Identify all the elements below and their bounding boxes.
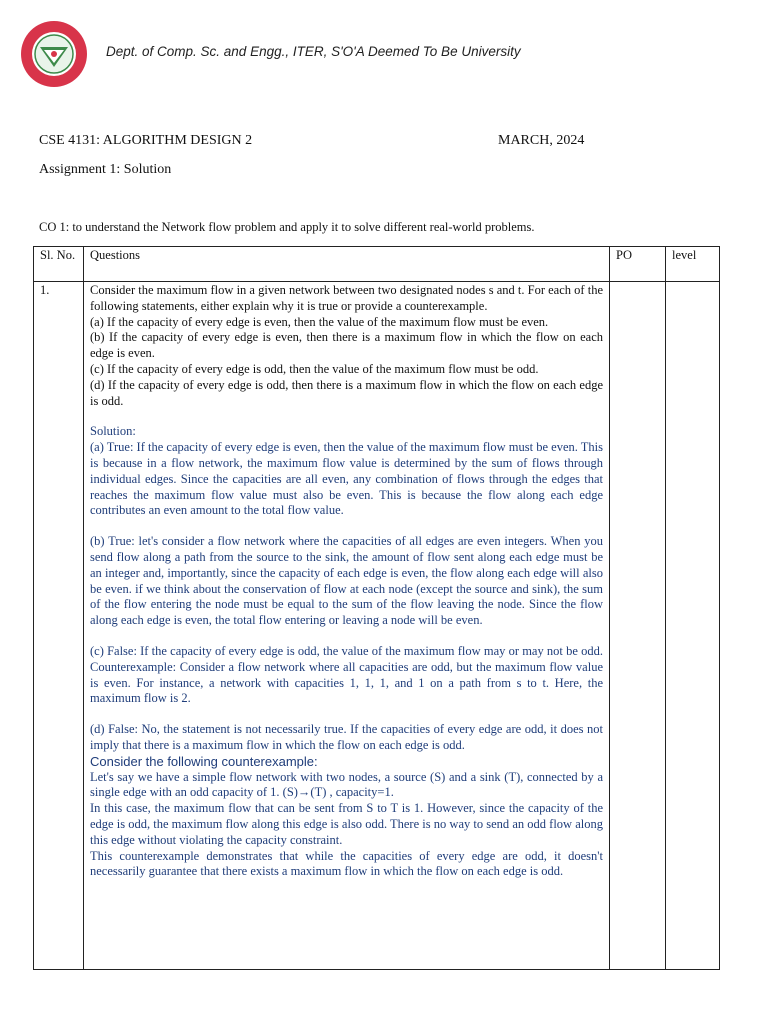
table-row <box>34 282 720 970</box>
row-sl-no: 1. <box>34 282 84 970</box>
solution-part-c: (c) False: If the capacity of every edge is odd, the value of the maximum flow may or may not be odd. Counterexample: Consider a flow network where all capacities are odd, but the maximum flow value is even. For instance, a network with capacities 1, 1, 1, and 1 on a path from s to t. Here, the maximum flow is 2. <box>90 643 603 706</box>
assignment-title: Assignment 1: Solution <box>39 162 172 177</box>
course-date: MARCH, 2024 <box>498 133 585 148</box>
course-outcome-statement: CO 1: to understand the Network flow problem and apply it to solve different real-world problems. <box>39 220 535 234</box>
row-level <box>666 282 720 970</box>
solution-part-b: (b) True: let's consider a flow network where the capacities of all edges are even integers. When you send flow along a path from the source to the sink, the amount of flow sent along each edge must be an integer and, importantly, since the capacity of each edge is even, the flow along each edge will also be even. if we think about the conservation of flow at each node (except the source and sink), the sum of the flow entering the node must be equal to the sum of the flow leaving the node. Since the flow along each edge is even, the total flow entering or leaving a node will be even. <box>90 534 603 628</box>
question-part-c: (c) If the capacity of every edge is odd, then the value of the maximum flow must be odd. <box>90 361 539 376</box>
question-cell <box>84 282 610 970</box>
department-header: Dept. of Comp. Sc. and Engg., ITER, S'O'A Deemed To Be University <box>106 44 521 59</box>
question-intro: Consider the maximum flow in a given network between two designated nodes s and t. For each of the following statements, either explain why it is true or provide a counterexample. <box>90 283 603 313</box>
course-title: CSE 4131: ALGORITHM DESIGN 2 <box>39 133 253 148</box>
solution-part-d-conclusion: This counterexample demonstrates that while the capacities of every edge are odd, it doesn't necessarily guarantee that there exists a maximum flow in which the flow on each edge is odd. <box>90 848 603 879</box>
solution-block <box>90 409 603 880</box>
questions-table <box>33 246 720 970</box>
header-po: PO <box>610 247 666 282</box>
question-part-d: (d) If the capacity of every edge is odd, then there is a maximum flow in which the flow on each edge is odd. <box>90 377 603 408</box>
header-questions: Questions <box>84 247 610 282</box>
solution-part-d-lead: Consider the following counterexample: <box>90 753 318 769</box>
university-logo <box>20 20 88 88</box>
row-po <box>610 282 666 970</box>
solution-part-d-example: Let's say we have a simple flow network with two nodes, a source (S) and a sink (T), connected by a single edge with an odd capacity of 1. (S)→(T) , capacity=1. <box>90 769 603 800</box>
table-header-row <box>34 247 720 282</box>
solution-part-d: (d) False: No, the statement is not necessarily true. If the capacities of every edge are odd, it does not imply that there is a maximum flow in which the flow on each edge is odd. <box>90 722 603 752</box>
solution-part-a: (a) True: If the capacity of every edge is even, then the value of the maximum flow must be even. This is because in a flow network, the maximum flow value is determined by the sum of flows through individual edges. Since the capacities are all even, any combination of flows through the edges that reaches the maximum flow value must also be even. This is because the flow along each edge contributes an even amount to the total flow value. <box>90 440 603 518</box>
solution-part-d-case: In this case, the maximum flow that can be sent from S to T is 1. However, since the capacity of the edge is odd, the maximum flow along this edge is also odd. There is no way to send an odd flow along this edge without violating the capacity constraint. <box>90 801 603 847</box>
solution-heading: Solution: <box>90 424 136 439</box>
question-part-a: (a) If the capacity of every edge is even, then the value of the maximum flow must be even. <box>90 314 549 329</box>
question-statement <box>90 283 603 409</box>
question-part-b: (b) If the capacity of every edge is even, then there is a maximum flow in which the flow on each edge is even. <box>90 330 603 361</box>
header-sl-no: Sl. No. <box>34 247 84 282</box>
header-level: level <box>666 247 720 282</box>
